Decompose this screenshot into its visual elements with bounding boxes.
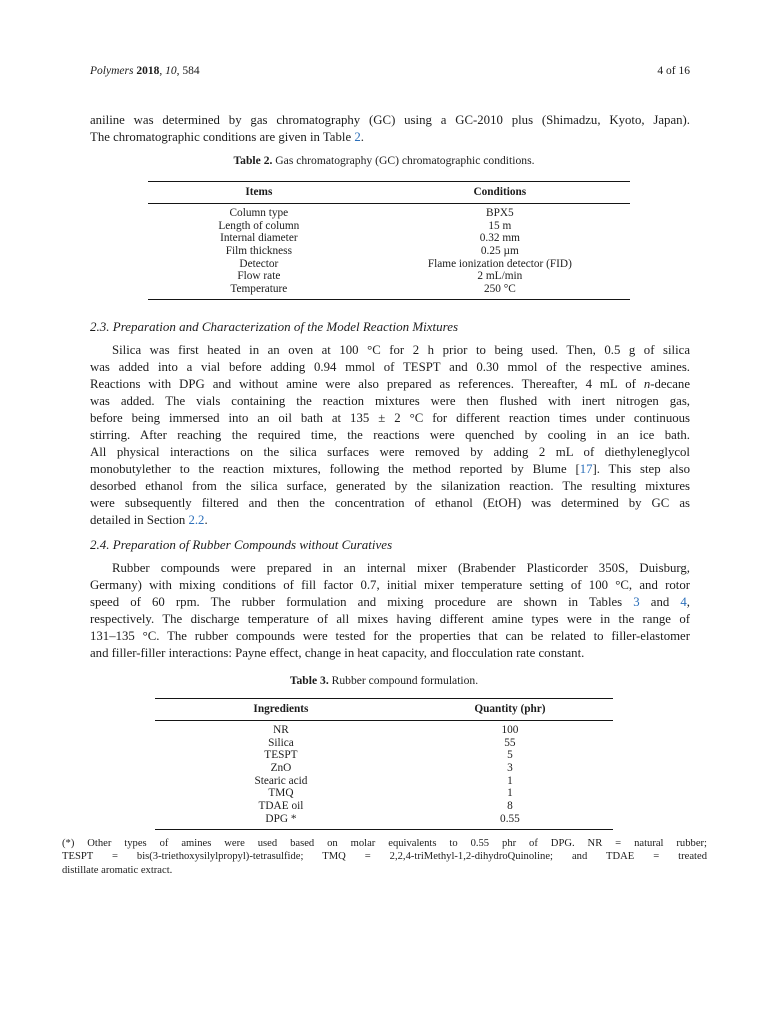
table-row [155,762,613,775]
table-row [155,724,613,737]
paragraph-section-2-4 [90,560,690,662]
table-cell: 2 mL/min [477,270,523,283]
text-run: . [360,130,364,144]
table-row [155,737,613,750]
text-run: before being immersed into an oil bath at 135 ± 2 °C for different reaction times under continuous [90,411,690,425]
table-cell: TESPT [264,749,298,762]
table-3-caption [0,674,768,687]
text-run: All physical interactions on the silica surfaces were removed by adding 2 mL of diethyleneglycol [90,445,690,459]
text-run: speed of 60 rpm. The rubber formulation and mixing procedure are shown in Tables [90,595,634,609]
journal-citation [90,65,200,78]
table-cell: BPX5 [486,207,514,219]
text-run: distillate aromatic extract. [62,864,173,876]
text-line [90,427,690,444]
table-cell: Flame ionization detector (FID) [427,257,572,270]
text-run: The chromatographic conditions are given in Table [90,130,355,144]
table-3-footnote [62,837,707,877]
table-cell: 250 °C [483,283,516,296]
table-cell: Detector [239,257,279,270]
table-row [148,283,630,296]
column-header-items: Items [245,186,273,198]
text-line [62,837,707,850]
text-run: Rubber compounds were prepared in an internal mixer (Brabender Plasticorder 350S, Duisburg, [112,561,690,575]
table-2-caption [0,154,768,167]
section-heading-2-3 [90,319,690,334]
table-row [155,813,613,826]
text-line [90,478,690,495]
text-run: Rubber compound formulation. [331,674,479,687]
text-line [90,560,690,577]
table-cell: Flow rate [237,270,281,283]
page-number: 4 of 16 [657,65,690,77]
text-line [90,495,690,512]
table-cell: 0.55 [500,812,520,825]
text-line [90,645,690,662]
column-header-ingredients: Ingredients [253,703,309,715]
table-cell: 15 m [488,219,512,232]
table-cell: Film thickness [225,245,292,258]
text-run: desorbed ethanol from the silica surface, generated by the silanization reaction. The resulting mixtures [90,479,690,493]
text-run: Table 3. [289,674,332,687]
text-line [90,461,690,478]
text-run: Gas chromatography (GC) chromatographic conditions. [275,154,535,167]
table-cell: Temperature [230,283,288,296]
text-line [90,112,690,129]
table-cell: 1 [507,787,513,800]
text-run: ]. This step also [592,462,690,476]
text-line [90,594,690,611]
table-cell: Stearic acid [254,774,308,787]
table-2-header-row [148,181,630,204]
text-line [90,359,690,376]
table-cell: 1 [507,774,513,787]
text-run: and filler-filler interactions: Payne effect, change in heat capacity, and flocculation rate constant. [90,646,585,660]
text-line [90,611,690,628]
text-run: stirring. After reaching the required time, the reactions were quenched by cooling in an ice bath. [90,428,690,442]
text-run: Table 2. [233,154,276,167]
table-cell: 55 [504,736,516,749]
table-cell: Column type [229,207,289,219]
text-line [62,864,707,877]
text-run: 131–135 °C. The rubber compounds were tested for the properties that can be related to filler-elastomer [90,629,690,643]
table-3-header-row [155,698,613,721]
text-line [90,410,690,427]
text-line [90,129,690,146]
table-2 [148,181,630,300]
text-run: aniline was determined by gas chromatography (GC) using a GC-2010 plus (Shimadzu, Kyoto, Japan). [90,113,690,127]
table-row [155,749,613,762]
column-header-conditions: Conditions [473,186,527,198]
table-cell: 8 [507,800,513,813]
text-run: Silica was first heated in an oven at 100 °C for 2 h prior to being used. Then, 0.5 g of silica [112,343,690,357]
table-cell: Silica [268,736,294,749]
text-run: , [159,65,166,77]
table-row [148,232,630,245]
text-line [90,628,690,645]
section-heading-2-4 [90,537,690,552]
text-run: 2018 [136,65,160,77]
text-run: n [643,377,651,391]
text-line [90,577,690,594]
text-line [90,512,690,529]
text-run: , [686,595,690,609]
table-3-body [155,721,613,830]
text-run: 2.4. Preparation of Rubber Compounds without Curatives [90,537,393,552]
text-line [90,376,690,393]
table-cell: NR [273,724,289,736]
cross-reference-link[interactable]: 3 [633,595,640,609]
table-row [155,800,613,813]
text-run: was added. The vials containing the reaction mixtures were then flushed with inert nitrogen gas, [90,394,690,408]
text-run: Polymers [90,65,137,77]
table-row [155,775,613,788]
text-run: (*) Other types of amines were used based on molar equivalents to 0.55 phr of DPG. NR = natural rubber; [62,838,707,849]
cross-reference-link[interactable]: 4 [680,595,687,609]
table-cell: 100 [501,724,519,736]
table-row [148,207,630,220]
table-cell: 0.25 µm [480,245,519,258]
paragraph-section-2-3 [90,342,690,529]
text-line [90,444,690,461]
text-run: detailed in Section [90,513,189,527]
text-run: 10 [165,65,177,77]
text-run: Reactions with DPG and without amine were also prepared as references. Thereafter, 4 mL of [90,377,644,391]
text-run: were subsequently filtered and then the concentration of ethanol (EtOH) was determined by GC as [90,496,690,510]
text-run: TESPT = bis(3-triethoxysilylpropyl)-tetrasulfide; TMQ = 2,2,4-triMethyl-1,2-dihydroQuinoline; and TDAE = treated [62,851,707,863]
table-cell: TMQ [268,787,294,800]
table-cell: Internal diameter [220,232,298,245]
text-run: monobutylether to the reaction mixtures, following the method reported by Blume [ [90,462,580,476]
table-row [148,220,630,233]
table-row [155,787,613,800]
text-line [90,342,690,359]
text-run: Germany) with mixing conditions of fill factor 0.7, initial mixer temperature setting of 100 °C, and rotor [90,578,690,592]
table-cell: 0.32 mm [479,232,520,245]
paragraph-intro [90,112,690,146]
text-run: -decane [650,377,690,391]
text-run: and [639,595,681,609]
text-line [90,393,690,410]
table-cell: ZnO [270,762,292,775]
text-line [62,850,707,863]
table-row [148,258,630,271]
text-run: , 584 [176,65,200,77]
table-cell: 3 [507,762,513,775]
cross-reference-link[interactable]: 17 [579,462,593,476]
table-cell: TDAE oil [258,800,304,813]
table-row [148,270,630,283]
text-run: 2.3. Preparation and Characterization of the Model Reaction Mixtures [90,319,459,334]
page-header [90,65,690,78]
cross-reference-link[interactable]: 2.2 [188,513,205,527]
cross-reference-link[interactable]: 2 [354,130,361,144]
table-row [148,245,630,258]
text-run: . [204,513,208,527]
table-2-body [148,204,630,300]
text-run: was added into a vial before adding 0.94 mmol of TESPT and 0.30 mmol of the respective amines. [90,360,690,374]
table-cell: Length of column [218,219,300,232]
table-cell: 5 [507,749,513,762]
table-cell: DPG * [265,812,297,825]
table-3 [155,698,613,830]
column-header-quantity: Quantity (phr) [474,703,546,715]
text-run: respectively. The discharge temperature of all mixes having different amine types were in the range of [90,612,690,626]
